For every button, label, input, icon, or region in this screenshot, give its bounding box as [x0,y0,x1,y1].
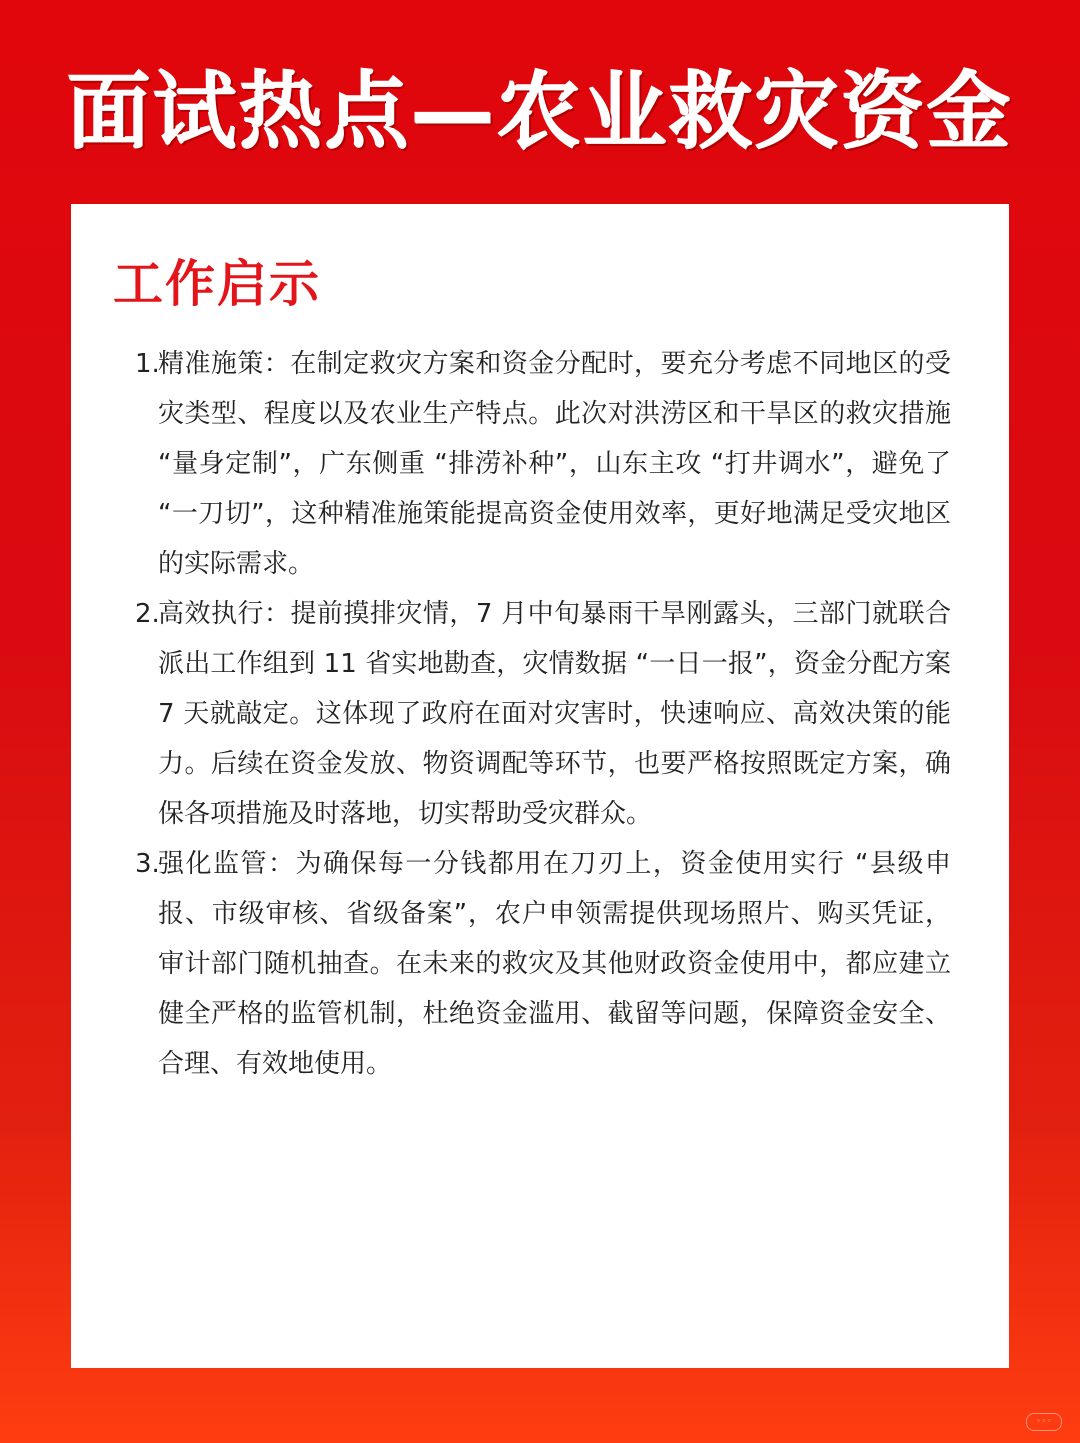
list-item [135,339,951,589]
item-number: 3. [135,849,160,879]
list-item [135,589,951,839]
item-text: 高效执行：提前摸排灾情，7 月中旬暴雨干旱刚露头，三部门就联合派出工作组到 11 省实地勘查，灾情数据 “一日一报”，资金分配方案 7 天就敲定。这体现了政府在面对灾害时，快速响应、高效决策的能力。后续在资金发放、物资调配等环节，也要严格按照既定方案，确保各项措施及时落地，切实帮助受灾群众。 [158,599,951,829]
list-item [135,839,951,1089]
item-text: 精准施策：在制定救灾方案和资金分配时，要充分考虑不同地区的受灾类型、程度以及农业生产特点。此次对洪涝区和干旱区的救灾措施 “量身定制”，广东侧重 “排涝补种”，山东主攻 “打井调水”，避免了 “一刀切”，这种精准施策能提高资金使用效率，更好地满足受灾地区的实际需求。 [158,349,951,579]
section-heading: 工作启示 [113,255,321,313]
watermark-logo: ◦◦◦ [1026,1413,1062,1431]
content-card [71,204,1009,1368]
item-text: 强化监管：为确保每一分钱都用在刀刃上，资金使用实行 “县级申报、市级审核、省级备案”，农户申领需提供现场照片、购买凭证，审计部门随机抽查。在未来的救灾及其他财政资金使用中，都应建立健全严格的监管机制，杜绝资金滥用、截留等问题，保障资金安全、合理、有效地使用。 [158,849,951,1079]
item-number: 2. [135,599,160,629]
page-title: 面试热点—农业救灾资金 [66,63,1013,161]
insight-list [135,339,951,1089]
item-number: 1. [135,349,160,379]
